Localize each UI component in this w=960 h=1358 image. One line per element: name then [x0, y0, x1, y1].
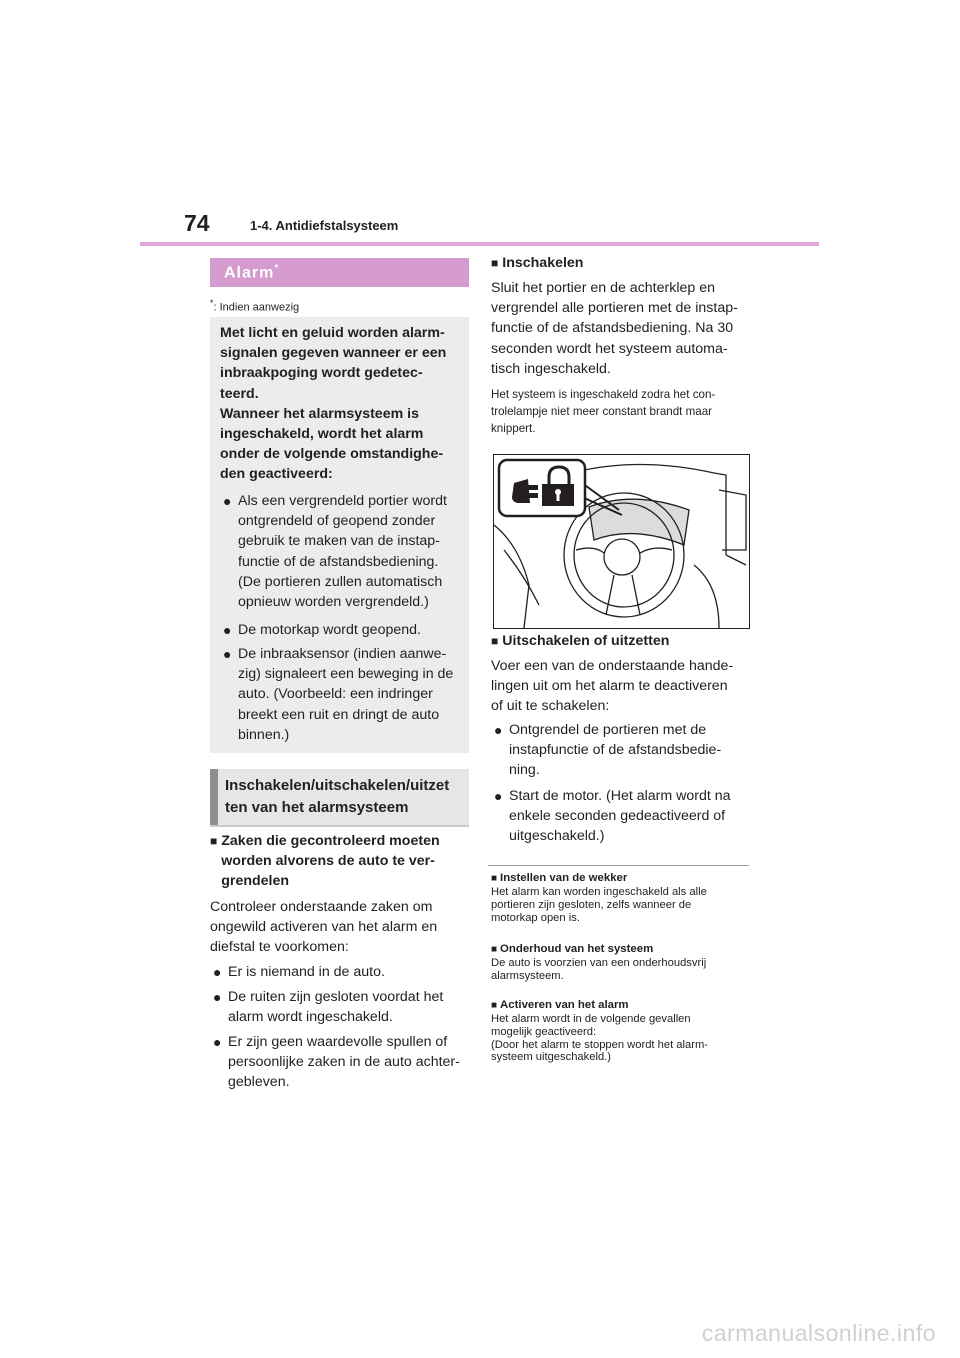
disable-heading-text: Uitschakelen of uitzetten [502, 633, 670, 649]
list-item-text: De ruiten zijn gesloten voordat het alarm wordt ingeschakeld. [228, 989, 444, 1026]
list-item-text: Er zijn geen waardevolle spullen of persoonlijke zaken in de auto achter- gebleven. [228, 1034, 460, 1091]
bullet-icon: ● [213, 989, 222, 1005]
note-text: De auto is voorzien van een onderhoudsvrij alarmsysteem. [491, 957, 707, 982]
dashboard-illustration [493, 454, 750, 629]
list-item [223, 644, 463, 745]
list-item [213, 1032, 470, 1093]
list-item [213, 987, 470, 1027]
list-item-text: Als een vergrendeld portier wordt ontgrendeld of geopend zonder gebruik te maken van de instap- functie of de afstandsbediening. (De portieren zullen automatisch opnieuw worden vergrendeld.) [238, 493, 447, 611]
note [491, 942, 753, 983]
section-title: Inschakelen/uitschakelen/uitzet ten van het alarmsysteem [225, 777, 450, 816]
footnote-text: : Indien aanwezig [213, 301, 300, 314]
note [491, 871, 753, 924]
square-bullet-icon: ■ [491, 634, 499, 648]
enable-paragraph: Sluit het portier en de achterklep en vergrendel alle portieren met de instap- functie of de afstandsbediening. Na 30 seconden wordt het systeem automa- tisch ingeschakeld. [491, 280, 738, 377]
enable-heading [491, 253, 749, 273]
bullet-icon: ● [213, 964, 222, 980]
list-item-text: De motorkap wordt geopend. [238, 622, 421, 638]
watermark: carmanualsonline.info [701, 1320, 936, 1346]
check-paragraph: Controleer onderstaande zaken om ongewild activeren van het alarm en diefstal te voorkomen: [210, 899, 438, 956]
list-item [223, 491, 463, 612]
notes-rule [488, 865, 749, 866]
bullet-icon: ● [223, 646, 232, 662]
header-rule [140, 242, 819, 246]
disable-heading [491, 631, 749, 651]
page-number: 74 [184, 210, 210, 236]
square-bullet-icon: ■ [491, 1000, 498, 1011]
note [491, 998, 753, 1064]
steering-wheel-illustration [494, 455, 749, 628]
square-bullet-icon: ■ [491, 256, 499, 270]
footnote-marker: * [210, 298, 214, 308]
bullet-icon: ● [213, 1034, 222, 1050]
bullet-icon: ● [494, 788, 503, 804]
square-bullet-icon: ■ [210, 834, 218, 848]
alarm-title-marker: * [274, 263, 280, 274]
list-item-text: Ontgrendel de portieren met de instapfunctie of de afstandsbedie- ning. [509, 722, 722, 779]
enable-note: Het systeem is ingeschakeld zodra het con- trolelampje niet meer constant brandt maar knippert. [491, 388, 716, 435]
section-heading [210, 769, 469, 827]
section-bar [210, 769, 218, 825]
list-item-text: De inbraaksensor (indien aanwe- zig) signaleert een beweging in de auto. (Voorbeeld: een indringer breekt een ruit en dringt de auto binnen.) [238, 646, 454, 743]
intro-box [210, 317, 469, 753]
note-title: ■ Activeren van het alarm [491, 999, 629, 1011]
check-heading-text: Zaken die gecontroleerd moeten worden alvorens de auto te ver- grendelen [221, 833, 440, 890]
note-title: ■ Instellen van de wekker [491, 872, 628, 884]
intro-text: Met licht en geluid worden alarm- signalen gegeven wanneer er een inbraakpoging wordt gedetec- teerd. Wanneer het alarmsysteem is ingeschakeld, wordt het alarm onder de volgende omstandighe- den geactiveerd: [220, 325, 447, 483]
list-item [223, 620, 463, 640]
list-item-text: Start de motor. (Het alarm wordt na enkele seconden gedeactiveerd of uitgeschakeld.) [509, 788, 731, 845]
list-item [494, 720, 752, 781]
alarm-title: Alarm* [224, 263, 280, 282]
list-item [213, 962, 470, 982]
note-text: Het alarm kan worden ingeschakeld als alle portieren zijn gesloten, zelfs wanneer de motorkap open is. [491, 886, 707, 924]
square-bullet-icon: ■ [491, 944, 498, 955]
bullet-icon: ● [223, 622, 232, 638]
alarm-heading [210, 258, 469, 287]
check-heading [210, 831, 470, 892]
square-bullet-icon: ■ [491, 873, 498, 884]
bullet-icon: ● [494, 722, 503, 738]
enable-heading-text: Inschakelen [502, 255, 584, 271]
disable-paragraph: Voer een van de onderstaande hande- lingen uit om het alarm te deactiveren of uit te schakelen: [491, 658, 734, 715]
list-item [494, 786, 752, 847]
footnote [210, 298, 299, 314]
bullet-icon: ● [223, 493, 232, 509]
note-title: ■ Onderhoud van het systeem [491, 943, 654, 955]
note-text: Het alarm wordt in de volgende gevallen mogelijk geactiveerd: (Door het alarm te stoppen wordt het alarm- systeem uitgeschakeld.) [491, 1013, 709, 1064]
list-item-text: Er is niemand in de auto. [228, 964, 385, 980]
chapter-title: 1-4. Antidiefstalsysteem [250, 218, 399, 233]
